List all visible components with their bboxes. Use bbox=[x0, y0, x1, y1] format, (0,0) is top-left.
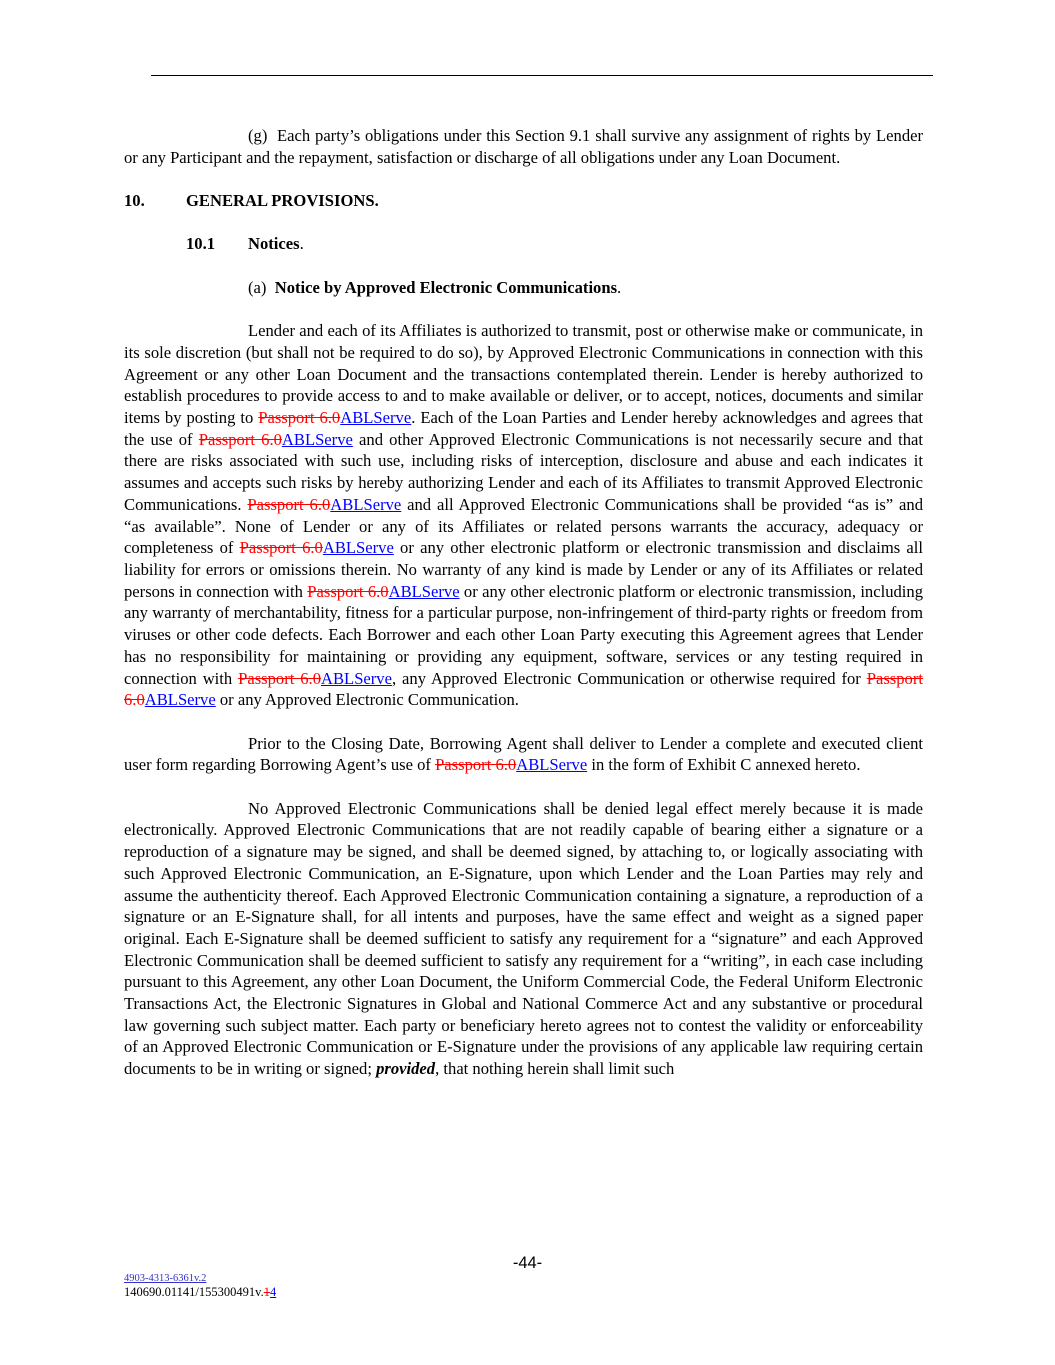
document-page bbox=[124, 125, 923, 1080]
header-rule bbox=[151, 75, 933, 76]
paragraph-g bbox=[124, 125, 923, 168]
deleted-text: Passport 6.0 bbox=[198, 429, 282, 449]
inserted-link[interactable]: ABLServe bbox=[321, 668, 392, 688]
text-run: or any other electronic platform or electronic transmission, including any warranty of merchantability, fitness for a particular purpose, non-infringement of third-party rights or freedom from viruses or other code defects. Each Borrower and each other Loan Party executing this Agreement agrees that Lender has no responsibility for maintaining or providing any equipment, software, services or any testing required in connection with bbox=[124, 581, 924, 688]
inserted-link[interactable]: ABLServe bbox=[330, 494, 402, 514]
text-run: No Approved Electronic Communications shall be denied legal effect merely because it is made electronically. Approved Electronic Communications that are not readily capable of bearing either a signature or a reproduction of a signature may be signed, and shall be deemed signed, by attaching to, or logically associating with such Approved Electronic Communication, an E-Signature, upon which Lender and the Loan Parties may rely and assume the authenticity thereof. Each Approved Electronic Communication containing a signature, a reproduction of a signature or an E-Signature shall, for all intents and purposes, have the same effect and weight as a signed paper original. Each E-Signature shall be deemed sufficient to satisfy any requirement for a “signature” and each Approved Electronic Communication shall be deemed sufficient to satisfy any requirement for a “writing”, in each case including pursuant to this Agreement, any other Loan Document, the Uniform Commercial Code, the Federal Uniform Electronic Transactions Act, the Electronic Signatures in Global and National Commerce Act and any substantive or procedural law governing such subject matter. Each party or beneficiary hereto agrees not to contest the validity or enforceability of an Approved Electronic Communication or E-Signature under the provisions of any applicable law requiring certain documents to be in writing or signed; bbox=[124, 798, 923, 1079]
version-prefix: 140690.01141/155300491v. bbox=[124, 1285, 264, 1299]
subsection-a-heading bbox=[124, 277, 923, 299]
deleted-text: Passport 6.0 bbox=[435, 755, 517, 775]
inserted-link[interactable]: ABLServe bbox=[322, 538, 394, 558]
document-id-link[interactable]: 4903-4313-6361v.2 bbox=[124, 1273, 207, 1284]
deleted-text: Passport 6.0 bbox=[239, 538, 323, 558]
subsection-a-punct: . bbox=[617, 277, 622, 297]
deleted-text: Passport 6.0 bbox=[247, 494, 331, 514]
text-run: or any Approved Electronic Communication. bbox=[215, 690, 519, 710]
subsection-a-label: (a) bbox=[248, 277, 267, 297]
deleted-text: Passport 6.0 bbox=[238, 668, 321, 688]
text-run: Prior to the Closing Date, Borrowing Agent shall deliver to Lender a complete and executed client user form regarding Borrowing Agent’s use of bbox=[124, 733, 923, 775]
deleted-text: Passport 6.0 bbox=[307, 581, 389, 601]
section-title: GENERAL PROVISIONS. bbox=[186, 191, 379, 211]
deleted-text: Passport 6.0 bbox=[124, 668, 923, 710]
section-10-heading bbox=[124, 190, 923, 212]
text-run: or any other electronic platform or electronic transmission and disclaims all liability for errors or omissions therein. No warranty of any kind is made by Lender or any of its Affiliates or related persons in connection with bbox=[124, 538, 923, 601]
section-number: 10. bbox=[124, 191, 145, 211]
version-deleted: 1 bbox=[263, 1285, 270, 1299]
subsection-title: Notices bbox=[248, 234, 300, 254]
text-run: , any Approved Electronic Communication or otherwise required for bbox=[391, 668, 867, 688]
document-version bbox=[124, 1285, 276, 1300]
text-run: . Each of the Loan Parties and Lender hereby acknowledges and agrees that the use of bbox=[124, 408, 923, 449]
emphasis-provided: provided bbox=[376, 1059, 436, 1079]
paragraph-closing-date bbox=[124, 733, 923, 776]
text-run: and all Approved Electronic Communications shall be provided “as is” and “as available”. None of Lender or any of its Affiliates or related persons warrants the accuracy, adequacy or completeness of bbox=[124, 494, 923, 558]
inserted-link[interactable]: ABLServe bbox=[516, 755, 588, 775]
subsection-a-title: Notice by Approved Electronic Communications bbox=[274, 277, 618, 297]
inserted-link[interactable]: ABLServe bbox=[144, 690, 216, 710]
page-number: -44- bbox=[512, 1254, 543, 1272]
version-inserted: 4 bbox=[269, 1285, 277, 1299]
section-10-1-heading bbox=[124, 233, 923, 255]
paragraph-g-label: (g) bbox=[248, 126, 268, 145]
deleted-text: Passport 6.0 bbox=[258, 408, 341, 428]
inserted-link[interactable]: ABLServe bbox=[388, 581, 460, 601]
subsection-punct: . bbox=[299, 234, 304, 254]
inserted-link[interactable]: ABLServe bbox=[281, 429, 353, 449]
subsection-number: 10.1 bbox=[186, 234, 216, 254]
text-run: Lender and each of its Affiliates is authorized to transmit, post or otherwise make or communicate, in its sole discretion (but shall not be required to do so), by Approved Electronic Communications in connection with this Agreement or any other Loan Document and the transactions contemplated therein. Lender is hereby authorized to establish procedures to provide access to and to make available or deliver, or to accept, notices, documents and similar items by posting to bbox=[124, 321, 923, 428]
footer bbox=[124, 1272, 276, 1300]
text-run: in the form of Exhibit C annexed hereto. bbox=[587, 755, 861, 775]
paragraph-legal-effect bbox=[124, 798, 923, 1080]
text-run: and other Approved Electronic Communications is not necessarily secure and that there are risks associated with such use, including risks of interception, disclosure and abuse and each indicates it assumes and accepts such risks by hereby authorizing Lender and each of its Affiliates to transmit Approved Electronic Communications. bbox=[124, 429, 923, 514]
paragraph-g-text: Each party’s obligations under this Section 9.1 shall survive any assignment of rights by Lender or any Participant and the repayment, satisfaction or discharge of all obligations under any Loan Document. bbox=[124, 126, 924, 167]
inserted-link[interactable]: ABLServe bbox=[340, 408, 412, 428]
paragraph-notice-authorization bbox=[124, 320, 923, 711]
text-run: , that nothing herein shall limit such bbox=[435, 1059, 675, 1079]
